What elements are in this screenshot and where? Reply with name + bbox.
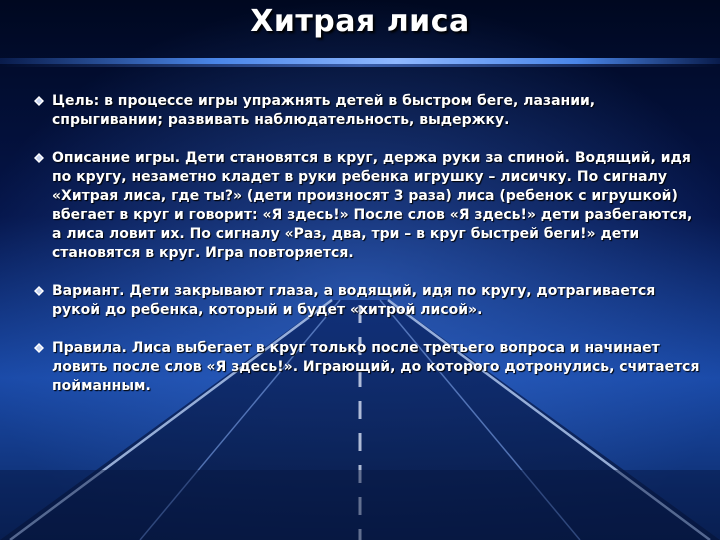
bullet-list [32,92,700,415]
bullet-item-rules [32,339,700,396]
slide-title: Хитрая лиса [250,4,470,39]
bullet-item-text: Цель: в процессе игры упражнять детей в быстром беге, лазании, спрыгивании; развивать наблюдательность, выдержку. [52,93,596,128]
bullet-item-variant [32,282,700,320]
diamond-bullet-icon [34,343,44,353]
bullet-item-description [32,149,700,263]
bullet-item-goal [32,92,700,130]
bullet-item-text: Вариант. Дети закрывают глаза, а водящий, идя по кругу, дотрагивается рукой до ребенка, который и будет «хитрой лисой». [52,283,656,318]
diamond-bullet-icon [34,96,44,106]
diamond-bullet-icon [34,153,44,163]
diamond-bullet-icon [34,286,44,296]
title-divider-shine [0,64,720,67]
bullet-item-text: Описание игры. Дети становятся в круг, держа руки за спиной. Водящий, идя по кругу, незаметно кладет в руки ребенка игрушку – лисичку. По сигналу «Хитрая лиса, где ты?» (дети произносят 3 раза) лиса (ребенок с игрушкой) вбегает в круг и говорит: «Я здесь!» После слов «Я здесь!» дети разбегаются, а лиса ловит их. По сигналу «Раз, два, три – в круг быстрей беги!» дети становятся в круг. Игра повторяется. [52,150,693,261]
bullet-item-text: Правила. Лиса выбегает в круг только после третьего вопроса и начинает ловить после слов «Я здесь!». Играющий, до которого дотронулись, считается пойманным. [52,340,700,394]
